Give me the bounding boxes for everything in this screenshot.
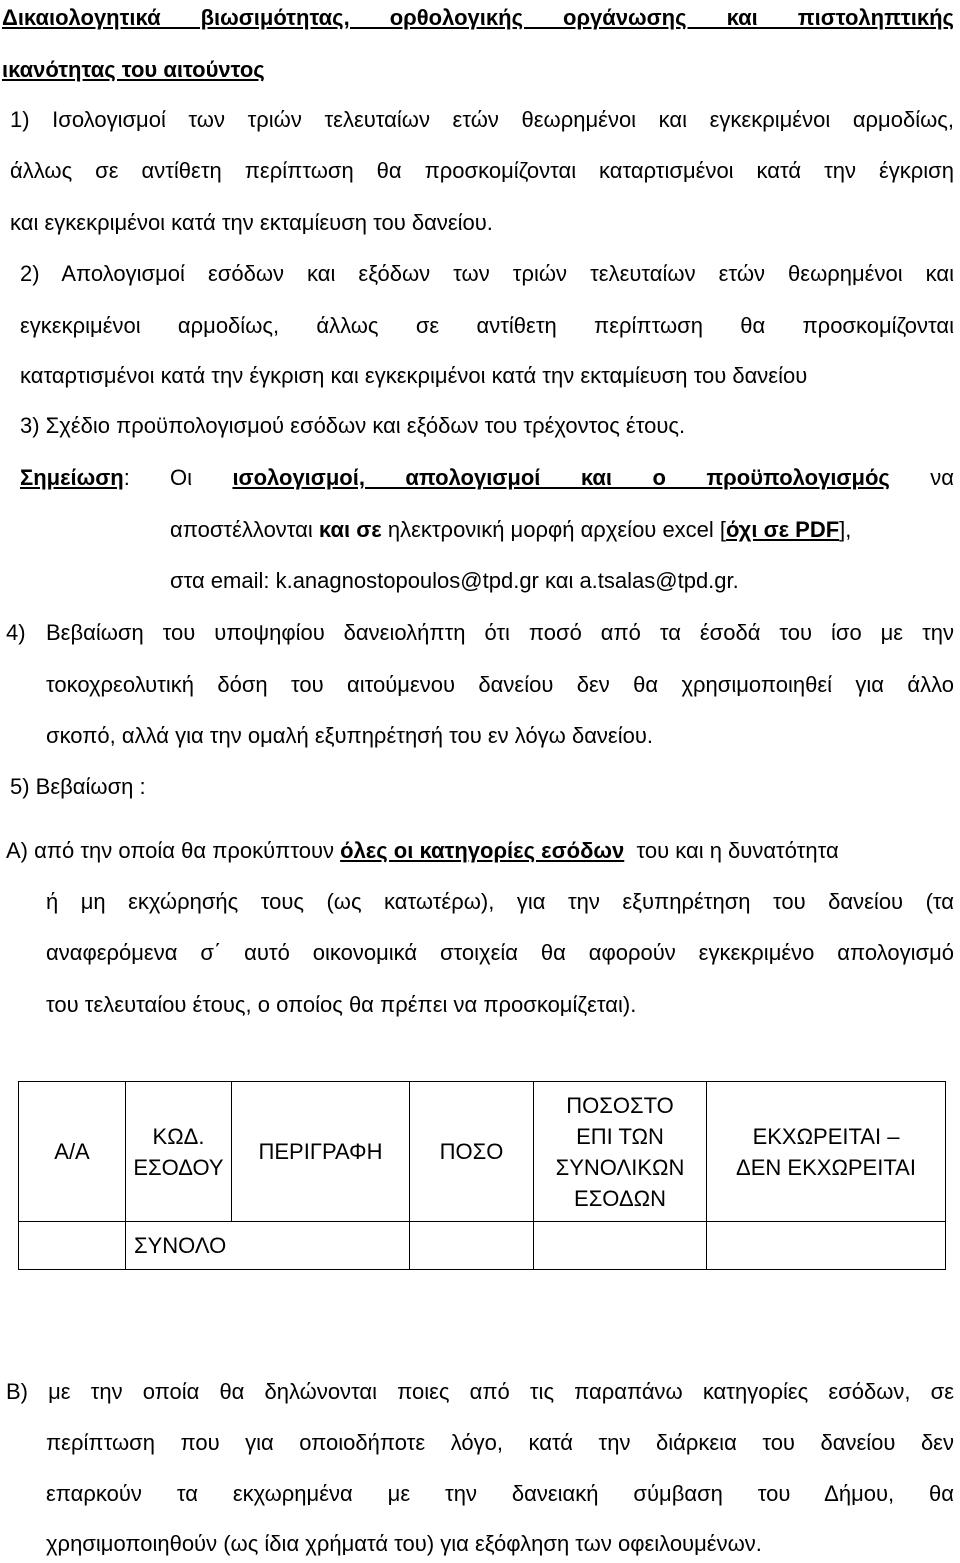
note-line-1-bold: ισολογισμοί, απολογισμοί και ο προϋπολογισμός (232, 465, 890, 490)
note-line-1-start: Οι (170, 465, 192, 490)
part-b-line-2: περίπτωση που για οποιοδήποτε λόγο, κατά την διάρκεια του δανείου δεν (46, 1430, 954, 1455)
part-a-line-3: αναφερόμενα σ΄ αυτό οικονομικά στοιχεία θα αφορούν εγκεκριμένο απολογισμό (46, 940, 954, 965)
item-4-number: 4) (6, 620, 26, 645)
part-b-line-4: χρησιμοποιηθούν (ως ίδια χρήματά του) για εξόφληση των οφειλουμένων. (46, 1531, 762, 1556)
part-a-all-income-categories: όλες οι κατηγορίες εσόδων (340, 838, 625, 863)
total-cell-amount (410, 1222, 534, 1270)
income-categories-table (18, 1081, 946, 1270)
item-1-line-1: 1) Ισολογισμοί των τριών τελευταίων ετών θεωρημένοι και εγκεκριμένοι αρμοδίως, (10, 107, 954, 132)
header-description: ΠΕΡΙΓΡΑΦΗ (232, 1082, 410, 1222)
document-heading-line-1: Δικαιολογητικά βιωσιμότητας, ορθολογικής οργάνωσης και πιστοληπτικής (2, 5, 954, 30)
part-a-line-1-end: του και η δυνατότητα (636, 838, 839, 863)
part-a-line-2: ή μη εκχώρησής τους (ως κατωτέρω), για την εξυπηρέτηση του δανείου (τα (46, 889, 954, 914)
note-line-2-start: αποστέλλονται (170, 517, 313, 542)
note-line-3: στα email: k.anagnostopoulos@tpd.gr και a.tsalas@tpd.gr. (170, 568, 739, 593)
note-line-1-end: να (930, 465, 954, 490)
note-line-2-bold: και σε (318, 517, 382, 542)
note-label (20, 464, 130, 492)
item-4-line-3: σκοπό, αλλά για την ομαλή εξυπηρέτησή του εν λόγω δανείου. (46, 723, 654, 748)
header-income-code: ΚΩΔ. ΕΣΟΔΟΥ (126, 1082, 232, 1222)
table-header-row (19, 1082, 946, 1222)
total-cell-percentage (534, 1222, 707, 1270)
part-b-line-1: Β) με την οποία θα δηλώνονται ποιες από τις παραπάνω κατηγορίες εσόδων, σε (6, 1379, 954, 1404)
header-amount: ΠΟΣΟ (410, 1082, 534, 1222)
total-cell-assignment (707, 1222, 946, 1270)
note-label-text: Σημείωση (20, 465, 124, 490)
total-label: ΣΥΝΟΛΟ (126, 1222, 410, 1270)
part-a-line-1 (6, 837, 839, 865)
item-2-line-2: εγκεκριμένοι αρμοδίως, άλλως σε αντίθετη περίπτωση θα προσκομίζονται (20, 313, 954, 338)
total-cell-aa (19, 1222, 126, 1270)
note-label-colon: : (123, 465, 130, 490)
item-3: 3) Σχέδιο προϋπολογισμού εσόδων και εξόδων του τρέχοντος έτους. (20, 413, 686, 438)
item-5: 5) Βεβαίωση : (10, 774, 146, 799)
note-line-2 (170, 516, 851, 544)
part-a-line-4: του τελευταίου έτους, ο οποίος θα πρέπει να προσκομίζεται). (46, 992, 637, 1017)
part-a-line-1-start: Α) από την οποία θα προκύπτουν (6, 838, 334, 863)
note-line-1 (170, 464, 954, 492)
header-assignment: ΕΚΧΩΡΕΙΤΑΙ – ΔΕΝ ΕΚΧΩΡΕΙΤΑΙ (707, 1082, 946, 1222)
header-percentage: ΠΟΣΟΣΤΟ ΕΠΙ ΤΩΝ ΣΥΝΟΛΙΚΩΝ ΕΣΟΔΩΝ (534, 1082, 707, 1222)
header-aa: Α/Α (19, 1082, 126, 1222)
note-line-2-no-pdf: όχι σε PDF (726, 517, 840, 542)
note-line-2-mid: ηλεκτρονική μορφή αρχείου excel [ (387, 517, 727, 542)
part-b-line-3: επαρκούν τα εκχωρημένα με την δανειακή σύμβαση του Δήμου, θα (46, 1481, 954, 1506)
item-2-line-1: 2) Απολογισμοί εσόδων και εξόδων των τριών τελευταίων ετών θεωρημένοι και (20, 261, 954, 286)
document-heading-line-2: ικανότητας του αιτούντος (2, 57, 265, 82)
item-1-line-3: και εγκεκριμένοι κατά την εκταμίευση του δανείου. (10, 210, 493, 235)
item-4-line-1: Βεβαίωση του υποψηφίου δανειολήπτη ότι ποσό από τα έσοδά του ίσο με την (46, 620, 954, 645)
table-total-row (19, 1222, 946, 1270)
item-1-line-2: άλλως σε αντίθετη περίπτωση θα προσκομίζονται καταρτισμένοι κατά την έγκριση (10, 158, 954, 183)
item-2-line-3: καταρτισμένοι κατά την έγκριση και εγκεκριμένοι κατά την εκταμίευση του δανείου (20, 363, 808, 388)
note-line-2-end: ], (839, 517, 852, 542)
item-4-line-2: τοκοχρεολυτική δόση του αιτούμενου δανείου δεν θα χρησιμοποιηθεί για άλλο (46, 672, 954, 697)
